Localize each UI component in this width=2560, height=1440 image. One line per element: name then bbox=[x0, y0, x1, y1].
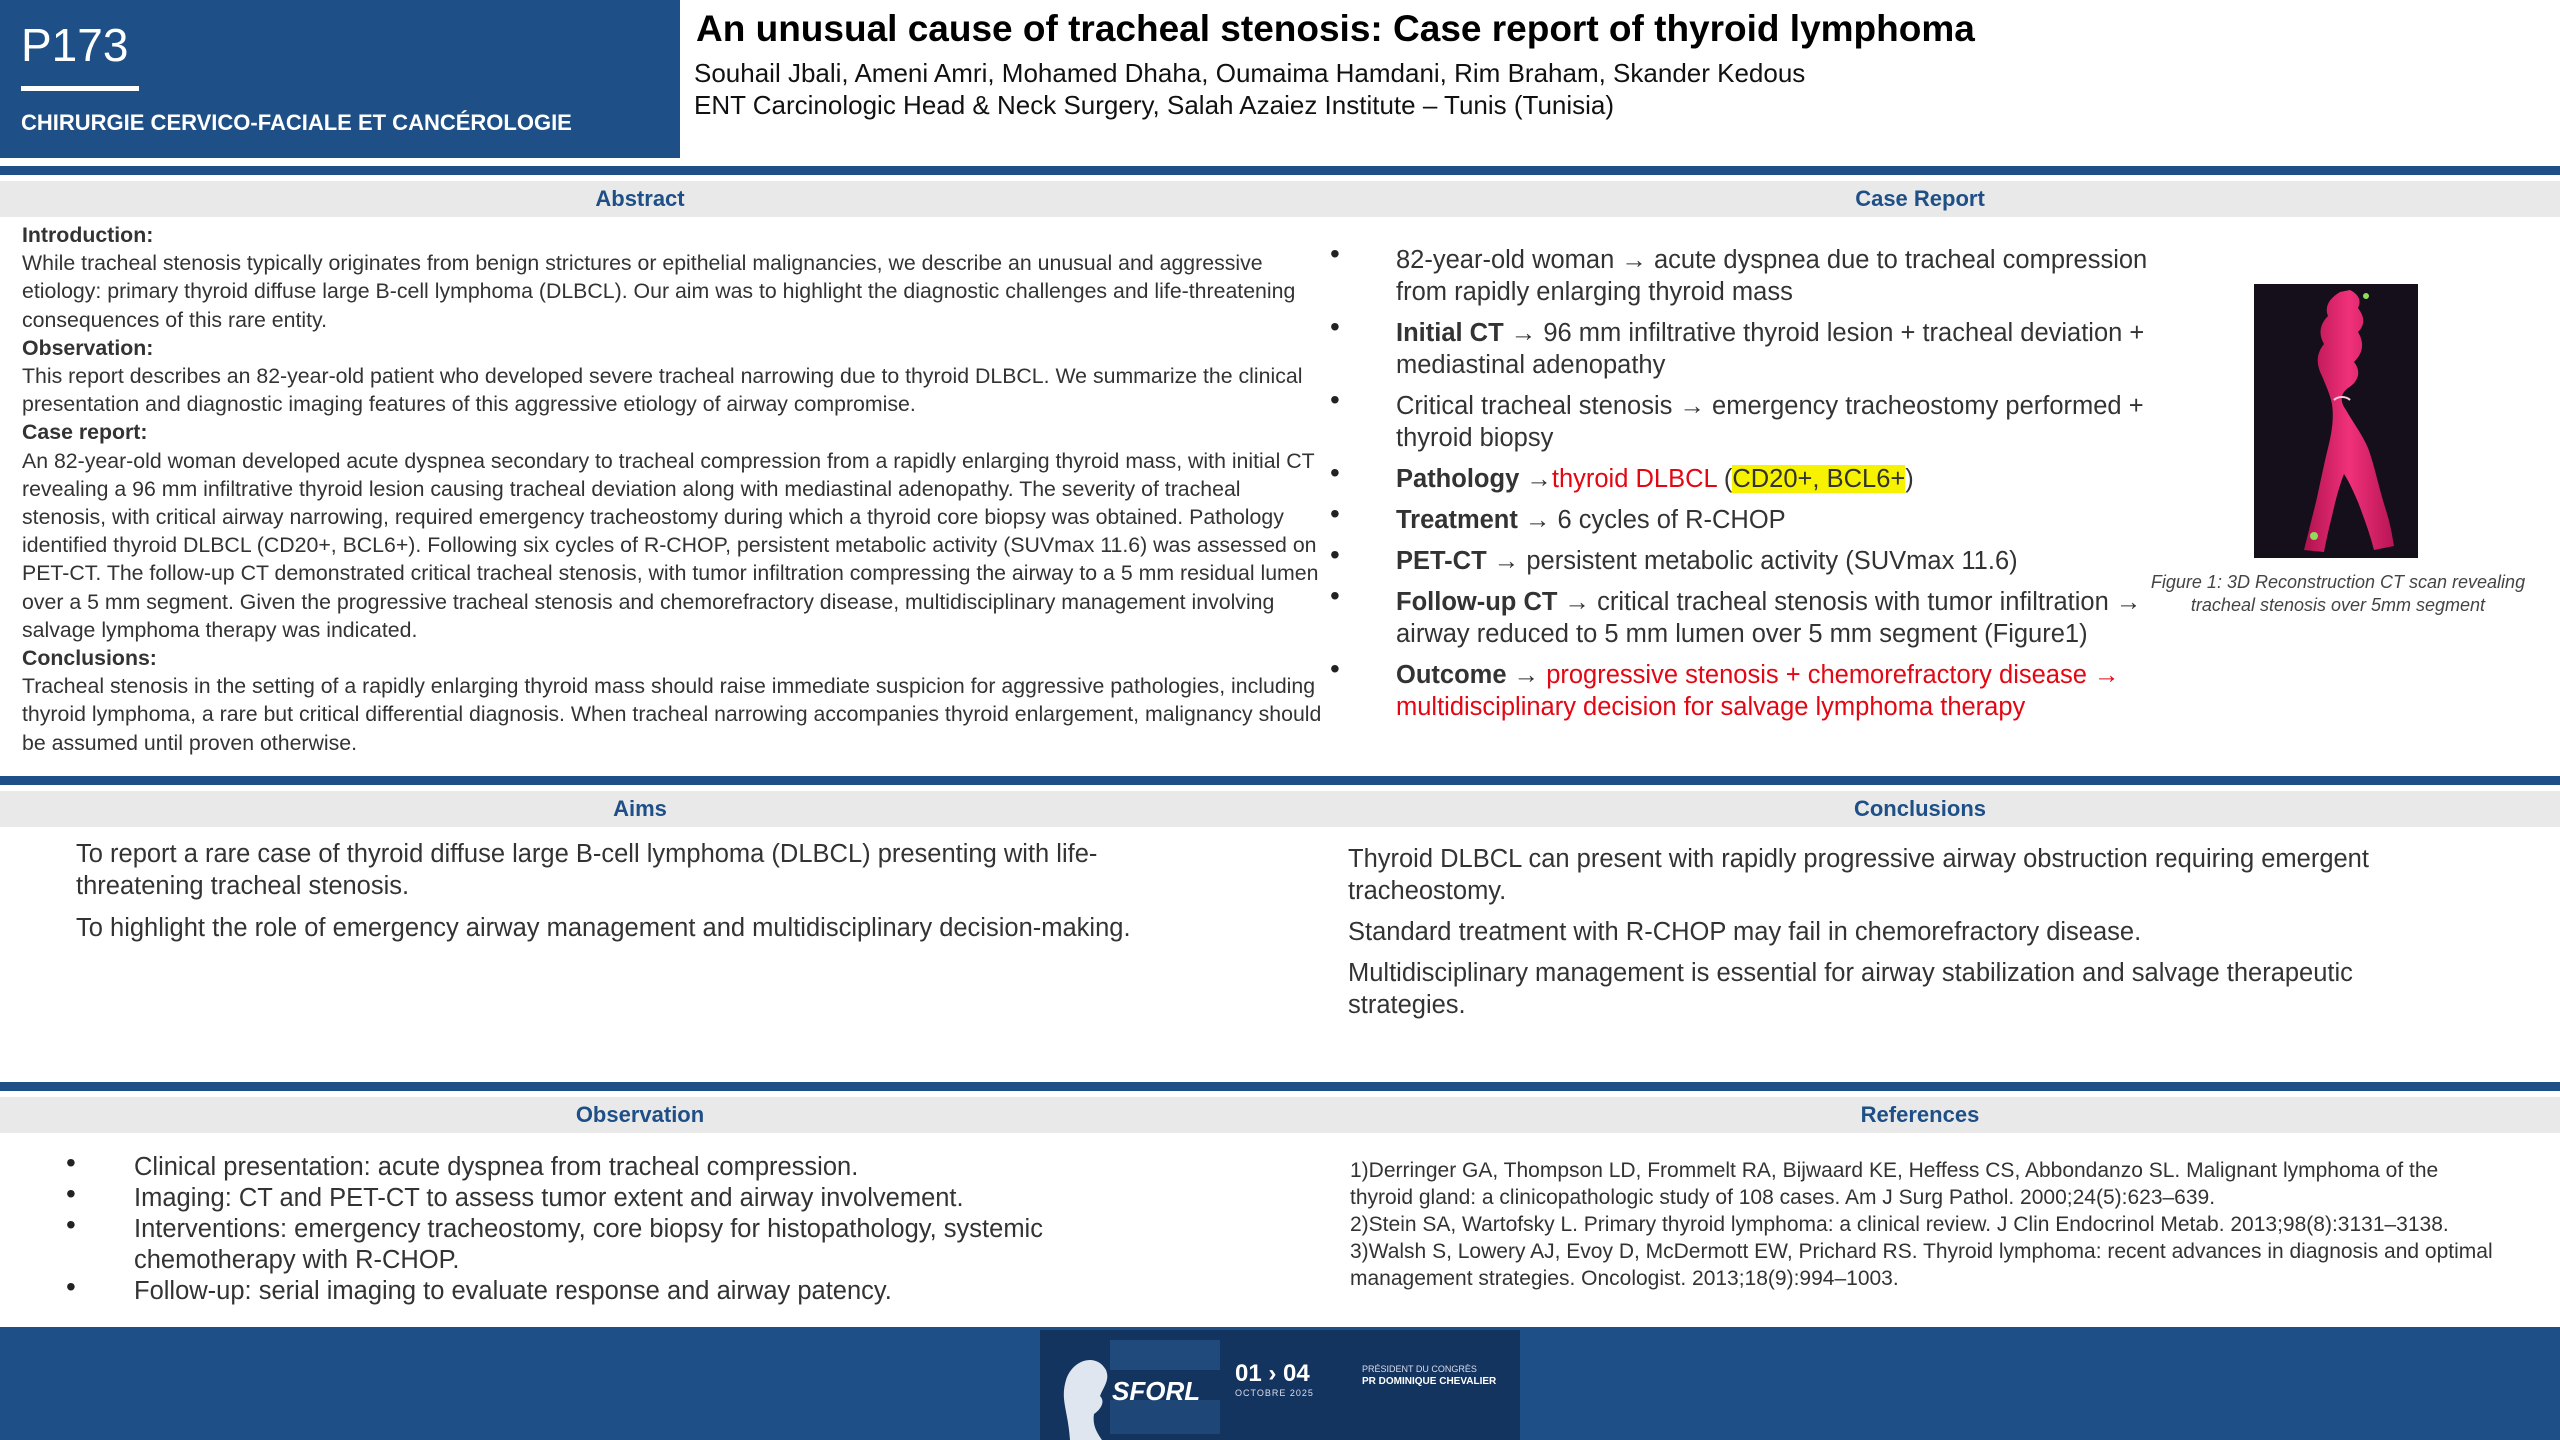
aims-body bbox=[76, 838, 1176, 954]
aims-paragraph: To highlight the role of emergency airway management and multidisciplinary decision-making. bbox=[76, 914, 1131, 942]
pathology-diagnosis: thyroid DLBCL bbox=[1551, 465, 1717, 493]
conclusions-paragraph: Standard treatment with R-CHOP may fail in chemorefractory disease. bbox=[1348, 918, 2142, 946]
case-item-initial-ct bbox=[1330, 311, 2150, 381]
marker-highlight: CD20+, BCL6+ bbox=[1732, 465, 1906, 493]
session-label: CHIRURGIE CERVICO-FACIALE ET CANCÉROLOGIE bbox=[21, 110, 572, 135]
references-body bbox=[1350, 1157, 2500, 1292]
case-item-text: Critical tracheal stenosis → emergency tracheostomy performed + thyroid biopsy bbox=[1396, 392, 2144, 452]
poster-authors: Souhail Jbali, Ameni Amri, Mohamed Dhaha, Oumaima Hamdani, Rim Braham, Skander Kedous bbox=[694, 58, 1806, 88]
abstract-intro-label: Introduction: bbox=[22, 223, 154, 247]
poster-id-rule bbox=[21, 86, 139, 91]
abstract-case-text: An 82-year-old woman developed acute dyspnea secondary to tracheal compression from a rapidly enlarging thyroid mass, with initial CT revealing a 96 mm infiltrative thyroid lesion causing tracheal deviation along with mediastinal adenopathy. The severity of tracheal stenosis, with critical airway narrowing, required emergency tracheostomy during which a thyroid core biopsy was obtained. Pathology identified thyroid DLBCL (CD20+, BCL6+). Following six cycles of R-CHOP, persistent metabolic activity (SUVmax 11.6) was assessed on PET-CT. The follow-up CT demonstrated critical tracheal stenosis, with tumor infiltration compressing the airway to a 5 mm residual lumen over a 5 mm segment. Given the progressive tracheal stenosis and chemorefractory disease, multidisciplinary management involving salvage lymphoma therapy was indicated. bbox=[22, 448, 1319, 642]
bullet-icon: • bbox=[1330, 311, 1340, 342]
case-item-text: → 6 cycles of R-CHOP bbox=[1517, 506, 1786, 534]
observation-heading: Observation bbox=[0, 1097, 1280, 1133]
section-divider-middle bbox=[0, 776, 2560, 785]
bullet-icon: • bbox=[66, 1271, 76, 1302]
abstract-body bbox=[22, 221, 1322, 757]
outcome-text: progressive stenosis + chemorefractory disease → multidisciplinary decision for salvage lymphoma therapy bbox=[1396, 661, 2120, 721]
case-item-stenosis bbox=[1330, 384, 2150, 454]
bullet-icon: • bbox=[1330, 238, 1340, 269]
abstract-intro-text: While tracheal stenosis typically originates from benign strictures or epithelial malignancies, we describe an unusual and aggressive etiology: primary thyroid diffuse large B-cell lymphoma (DLBCL). Our aim was to highlight the diagnostic challenges and life-threatening consequences of this rare entity. bbox=[22, 251, 1296, 332]
conclusions-heading: Conclusions bbox=[1280, 791, 2560, 827]
congress-banner bbox=[1040, 1330, 1520, 1440]
section-divider-bottom bbox=[0, 1082, 2560, 1091]
abstract-conclusions-text: Tracheal stenosis in the setting of a rapidly enlarging thyroid mass should raise immediate suspicion for aggressive pathologies, including thyroid lymphoma, a rare but critical differential diagnosis. When tracheal narrowing accompanies thyroid enlargement, malignancy should be assumed until proven otherwise. bbox=[22, 674, 1322, 755]
abstract-observation-text: This report describes an 82-year-old patient who developed severe tracheal narrowing due to thyroid DLBCL. We summarize the clinical presentation and diagnostic imaging features of this aggressive etiology of airway compromise. bbox=[22, 364, 1303, 417]
paren-open: ( bbox=[1716, 465, 1733, 493]
figure-caption: Figure 1: 3D Reconstruction CT scan revealing tracheal stenosis over 5mm segment bbox=[2150, 572, 2526, 615]
aims-paragraph: To report a rare case of thyroid diffuse large B-cell lymphoma (DLBCL) presenting with life-threatening tracheal stenosis. bbox=[76, 840, 1098, 900]
case-item-text: → persistent metabolic activity (SUVmax 11.6) bbox=[1486, 547, 2018, 575]
poster-title: An unusual cause of tracheal stenosis: Case report of thyroid lymphoma bbox=[696, 8, 1975, 49]
case-item-arrow: → bbox=[1506, 661, 1547, 689]
case-item-text: → 96 mm infiltrative thyroid lesion + tracheal deviation + mediastinal adenopathy bbox=[1396, 319, 2145, 379]
case-item-label: Follow-up CT bbox=[1396, 588, 1558, 616]
poster-id: P173 bbox=[21, 19, 129, 71]
case-item-label: Treatment bbox=[1396, 506, 1518, 534]
case-item-arrow: → bbox=[1519, 465, 1552, 493]
case-item-text: 82-year-old woman → acute dyspnea due to tracheal compression from rapidly enlarging thyroid mass bbox=[1396, 246, 2148, 306]
aims-heading: Aims bbox=[0, 791, 1280, 827]
case-item-treatment bbox=[1330, 498, 2150, 536]
conclusions-body bbox=[1348, 843, 2468, 1030]
observation-list bbox=[66, 1147, 1166, 1307]
conclusions-paragraph: Multidisciplinary management is essential for airway stabilization and salvage therapeutic strategies. bbox=[1348, 959, 2353, 1019]
bullet-icon: • bbox=[1330, 653, 1340, 684]
case-item-label: Pathology bbox=[1396, 465, 1520, 493]
bullet-icon: • bbox=[66, 1178, 76, 1209]
abstract-case-label: Case report: bbox=[22, 420, 148, 445]
poster-affiliation: ENT Carcinologic Head & Neck Surgery, Salah Azaiez Institute – Tunis (Tunisia) bbox=[694, 90, 1615, 120]
case-item-pathology bbox=[1330, 457, 2150, 495]
case-item-presentation bbox=[1330, 238, 2150, 308]
case-report-list bbox=[1330, 238, 2150, 732]
congress-month: OCTOBRE 2025 bbox=[1235, 1388, 1314, 1398]
reference-item: 3)Walsh S, Lowery AJ, Evoy D, McDermott EW, Prichard RS. Thyroid lymphoma: recent advances in diagnosis and optimal management strategies. Oncologist. 2013;18(9):994–1003. bbox=[1350, 1240, 2493, 1290]
trachea-3d-render bbox=[2254, 284, 2418, 558]
bullet-icon: • bbox=[1330, 384, 1340, 415]
bullet-icon: • bbox=[66, 1147, 76, 1178]
president-label: PRÉSIDENT DU CONGRÈS bbox=[1362, 1364, 1477, 1374]
case-item-pet-ct bbox=[1330, 539, 2150, 577]
bullet-icon: • bbox=[1330, 498, 1340, 529]
bullet-icon: • bbox=[1330, 539, 1340, 570]
section-divider-top bbox=[0, 166, 2560, 175]
references-heading: References bbox=[1280, 1097, 2560, 1133]
paren-close: ) bbox=[1905, 465, 1914, 493]
observation-item-text: Follow-up: serial imaging to evaluate response and airway patency. bbox=[134, 1277, 892, 1305]
observation-item-text: Interventions: emergency tracheostomy, core biopsy for histopathology, systemic chemotherapy with R-CHOP. bbox=[134, 1215, 1043, 1274]
case-report-heading: Case Report bbox=[1280, 181, 2560, 217]
abstract-heading: Abstract bbox=[0, 181, 1280, 217]
observation-item bbox=[66, 1178, 1166, 1214]
observation-item-text: Clinical presentation: acute dyspnea from tracheal compression. bbox=[134, 1153, 859, 1181]
congress-dates: 01 › 04 bbox=[1235, 1360, 1310, 1387]
case-item-follow-up bbox=[1330, 580, 2150, 650]
bullet-icon: • bbox=[1330, 580, 1340, 611]
sforl-logo: SFORL bbox=[1112, 1376, 1201, 1406]
observation-item-text: Imaging: CT and PET-CT to assess tumor extent and airway involvement. bbox=[134, 1184, 964, 1212]
reference-item: 1)Derringer GA, Thompson LD, Frommelt RA, Bijwaard KE, Heffess CS, Abbondanzo SL. Malignant lymphoma of the thyroid gland: a clinicopathologic study of 108 cases. Am J Surg Pathol. 2000;24(5):623–639. bbox=[1350, 1159, 2439, 1209]
bullet-icon: • bbox=[66, 1209, 76, 1240]
case-item-label: Outcome bbox=[1396, 661, 1507, 689]
case-item-outcome bbox=[1330, 653, 2150, 723]
observation-item bbox=[66, 1209, 1166, 1276]
reference-item: 2)Stein SA, Wartofsky L. Primary thyroid lymphoma: a clinical review. J Clin Endocrinol Metab. 2013;98(8):3131–3138. bbox=[1350, 1213, 2449, 1236]
abstract-conclusions-label: Conclusions: bbox=[22, 646, 157, 671]
president-name: PR DOMINIQUE CHEVALIER bbox=[1362, 1376, 1497, 1387]
poster-id-panel bbox=[0, 0, 680, 158]
bullet-icon: • bbox=[1330, 457, 1340, 488]
observation-item bbox=[66, 1147, 1166, 1183]
conclusions-paragraph: Thyroid DLBCL can present with rapidly progressive airway obstruction requiring emergent tracheostomy. bbox=[1348, 845, 2369, 905]
case-item-text: → critical tracheal stenosis with tumor infiltration → airway reduced to 5 mm lumen over 5 mm segment (Figure1) bbox=[1396, 588, 2142, 648]
abstract-observation-label: Observation: bbox=[22, 335, 154, 360]
case-item-label: Initial CT bbox=[1396, 319, 1504, 347]
observation-item bbox=[66, 1271, 1166, 1307]
case-item-label: PET-CT bbox=[1396, 547, 1487, 575]
ct-reconstruction-image bbox=[2254, 284, 2418, 558]
